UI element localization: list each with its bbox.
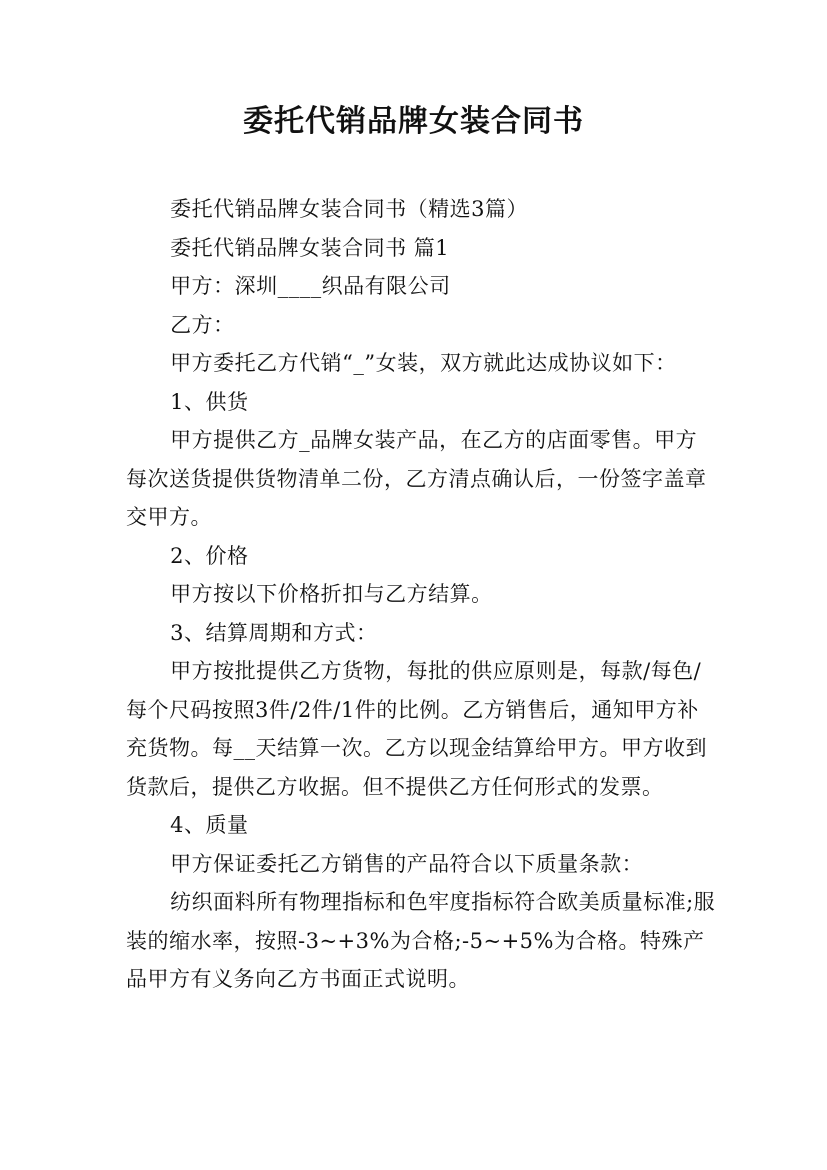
paragraph-clause-3-body: 甲方按批提供乙方货物，每批的供应原则是，每款/每色/每个尺码按照3件/2件/1件的比例。乙方销售后，通知甲方补充货物。每__天结算一次。乙方以现金结算给甲方。甲方收到货款后，提供乙方收据。但不提供乙方任何形式的发票。 (126, 659, 707, 799)
paragraph-clause-2-heading: 2、价格 (170, 543, 249, 568)
paragraph-clause-1-heading: 1、供货 (170, 389, 249, 414)
paragraph-subtitle: 委托代销品牌女装合同书（精选3篇） (170, 197, 528, 221)
document-title: 委托代销品牌女装合同书 (243, 104, 584, 139)
document-body (126, 190, 716, 999)
paragraph-party-b: 乙方： (170, 312, 235, 337)
paragraph-clause-3-heading: 3、结算周期和方式： (170, 620, 378, 645)
paragraph-section-heading: 委托代销品牌女装合同书 篇1 (170, 235, 450, 260)
paragraph-intro: 甲方委托乙方代销“_”女装，双方就此达成协议如下： (170, 351, 677, 375)
paragraph-clause-4-body: 甲方保证委托乙方销售的产品符合以下质量条款： (170, 851, 644, 876)
paragraph-party-a: 甲方：深圳____织品有限公司 (170, 274, 451, 298)
paragraph-clause-2-body: 甲方按以下价格折扣与乙方结算。 (170, 582, 493, 606)
paragraph-clause-4-heading: 4、质量 (170, 813, 249, 837)
paragraph-clause-4-detail: 纺织面料所有物理指标和色牢度指标符合欧美质量标准;服装的缩水率，按照-3~+3%为合格;-5~+5%为合格。特殊产品甲方有义务向乙方书面正式说明。 (126, 890, 716, 991)
paragraph-clause-1-body: 甲方提供乙方_品牌女装产品，在乙方的店面零售。甲方每次送货提供货物清单二份，乙方清点确认后，一份签字盖章交甲方。 (126, 428, 707, 529)
